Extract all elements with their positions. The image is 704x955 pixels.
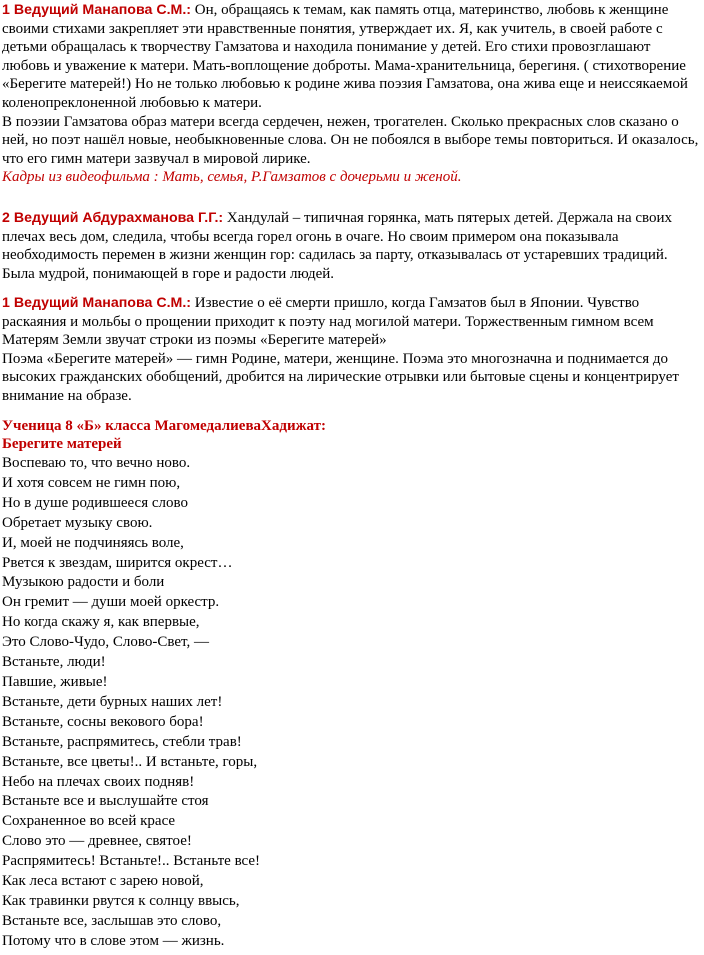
poem-line: Распрямитесь! Встаньте!.. Встаньте все!	[2, 853, 261, 870]
poem-line: Он гремит — души моей оркестр.	[2, 594, 220, 611]
poem-line: Павшие, живые!	[2, 673, 108, 690]
poem-line: Встаньте, все цветы!.. И встаньте, горы,	[2, 753, 258, 770]
text-line: Хандулай – типичная горянка, мать пятерых детей. Держала на своих	[223, 210, 673, 226]
poem-line: Музыкою радости и боли	[2, 574, 165, 591]
text-line: ней, но поэт нашёл новые, необыкновенные слова. Он не побоялся в выборе темы повториться. И оказалось,	[2, 132, 699, 149]
poem-line: Встаньте все, заслышав это слово,	[2, 912, 222, 929]
text-line: что его гимн матери зазвучал в мировой лирике.	[2, 150, 311, 167]
poem-line: Небо на плечах своих подняв!	[2, 773, 195, 790]
poem-line: Встаньте, дети бурных наших лет!	[2, 693, 223, 710]
paragraph-abdurakhmanova	[2, 209, 702, 283]
poem-line: Как леса встают с зарею новой,	[2, 873, 204, 890]
poem-line: Как травинки рвутся к солнцу ввысь,	[2, 892, 240, 909]
poem-line: Встаньте, распрямитесь, стебли трав!	[2, 733, 242, 750]
text-line: внимание на образе.	[2, 387, 132, 404]
poem-line: И, моей не подчиняясь воле,	[2, 534, 184, 551]
poem-line: Рвется к звездам, ширится окрест…	[2, 554, 233, 571]
text-line: раскаяния и мольбы о прощении приходит к поэту над могилой матери. Торжественным гимном всем	[2, 313, 654, 330]
text-line: любовь и уважение к матери. Мать-воплощение доброты. Мама-хранительница, берегиня. ( стихотворение	[2, 57, 686, 74]
poem-line: Это Слово-Чудо, Слово-Свет, —	[2, 634, 209, 651]
text-line: своими стихами закрепляет эти нравственные понятия, утверждает их. Я, как учитель, в своей работе с	[2, 20, 663, 37]
text-line: «Берегите матерей!) Но не только любовью к родине жива поэзия Гамзатова, она жива еще и неиссякаемой	[2, 76, 688, 93]
poem-line: Слово это — древнее, святое!	[2, 833, 192, 850]
speaker-label: 1 Ведущий Манапова С.М.:	[2, 2, 192, 18]
poem-line: Встаньте все и выслушайте стоя	[2, 793, 209, 810]
poem-reader: Ученица 8 «Б» класса МагомедалиеваХадижат:	[2, 418, 326, 434]
text-line: В поэзии Гамзатова образ матери всегда сердечен, нежен, трогателен. Сколько прекрасных слов сказано о	[2, 113, 679, 130]
text-line: Была мудрой, понимающей в горе и радости людей.	[2, 265, 335, 282]
poem-line: Сохраненное во всей красе	[2, 813, 176, 830]
poem-line: Встаньте, сосны векового бора!	[2, 713, 204, 730]
poem-line: Обретает музыку свою.	[2, 514, 153, 531]
text-line: детьми обращалась к творчеству Гамзатова и находила понимание у детей. Его стихи провозглашают	[2, 39, 651, 56]
poem-line: Потому что в слове этом — жизнь.	[2, 932, 225, 949]
speaker-label: 1 Ведущий Манапова С.М.:	[2, 295, 192, 311]
paragraph-manapova-2	[2, 294, 702, 406]
poem-line: Но когда скажу я, как впервые,	[2, 614, 200, 631]
poem-line: Но в душе родившееся слово	[2, 494, 188, 511]
text-line: необходимость перемен в жизни женщин гор: садилась за парту, отказывалась от устаревших традиций.	[2, 247, 668, 264]
text-line: Известие о её смерти пришло, когда Гамзатов был в Японии. Чувство	[191, 295, 640, 311]
text-line: высоких гражданских обобщений, дробится на лирические отрывки или бытовые сцены и концентрирует	[2, 369, 679, 386]
text-line: Он, обращаясь к темам, как память отца, материнство, любовь к женщине	[191, 2, 669, 18]
poem-title: Берегите матерей	[2, 436, 122, 452]
text-line: коленопреклоненной любовью к матери.	[2, 94, 262, 111]
text-line: Матерям Земли звучат строки из поэмы «Берегите матерей»	[2, 332, 387, 349]
poem-lines	[2, 454, 260, 952]
poem-line: И хотя совсем не гимн пою,	[2, 474, 181, 491]
video-caption: Кадры из видеофильма : Мать, семья, Р.Гамзатов с дочерьми и женой.	[2, 169, 462, 186]
poem-line: Встаньте, люди!	[2, 654, 106, 671]
text-line: Поэма «Берегите матерей» — гимн Родине, матери, женщине. Поэма это многозначна и поднимается до	[2, 350, 668, 367]
paragraph-manapova-1	[2, 1, 702, 187]
speaker-label: 2 Ведущий Абдурахманова Г.Г.:	[2, 210, 224, 226]
text-line: плечах весь дом, следила, чтобы всегда горел огонь в очаге. Но своим примером она показывала	[2, 228, 619, 245]
poem-line: Воспеваю то, что вечно ново.	[2, 455, 191, 471]
